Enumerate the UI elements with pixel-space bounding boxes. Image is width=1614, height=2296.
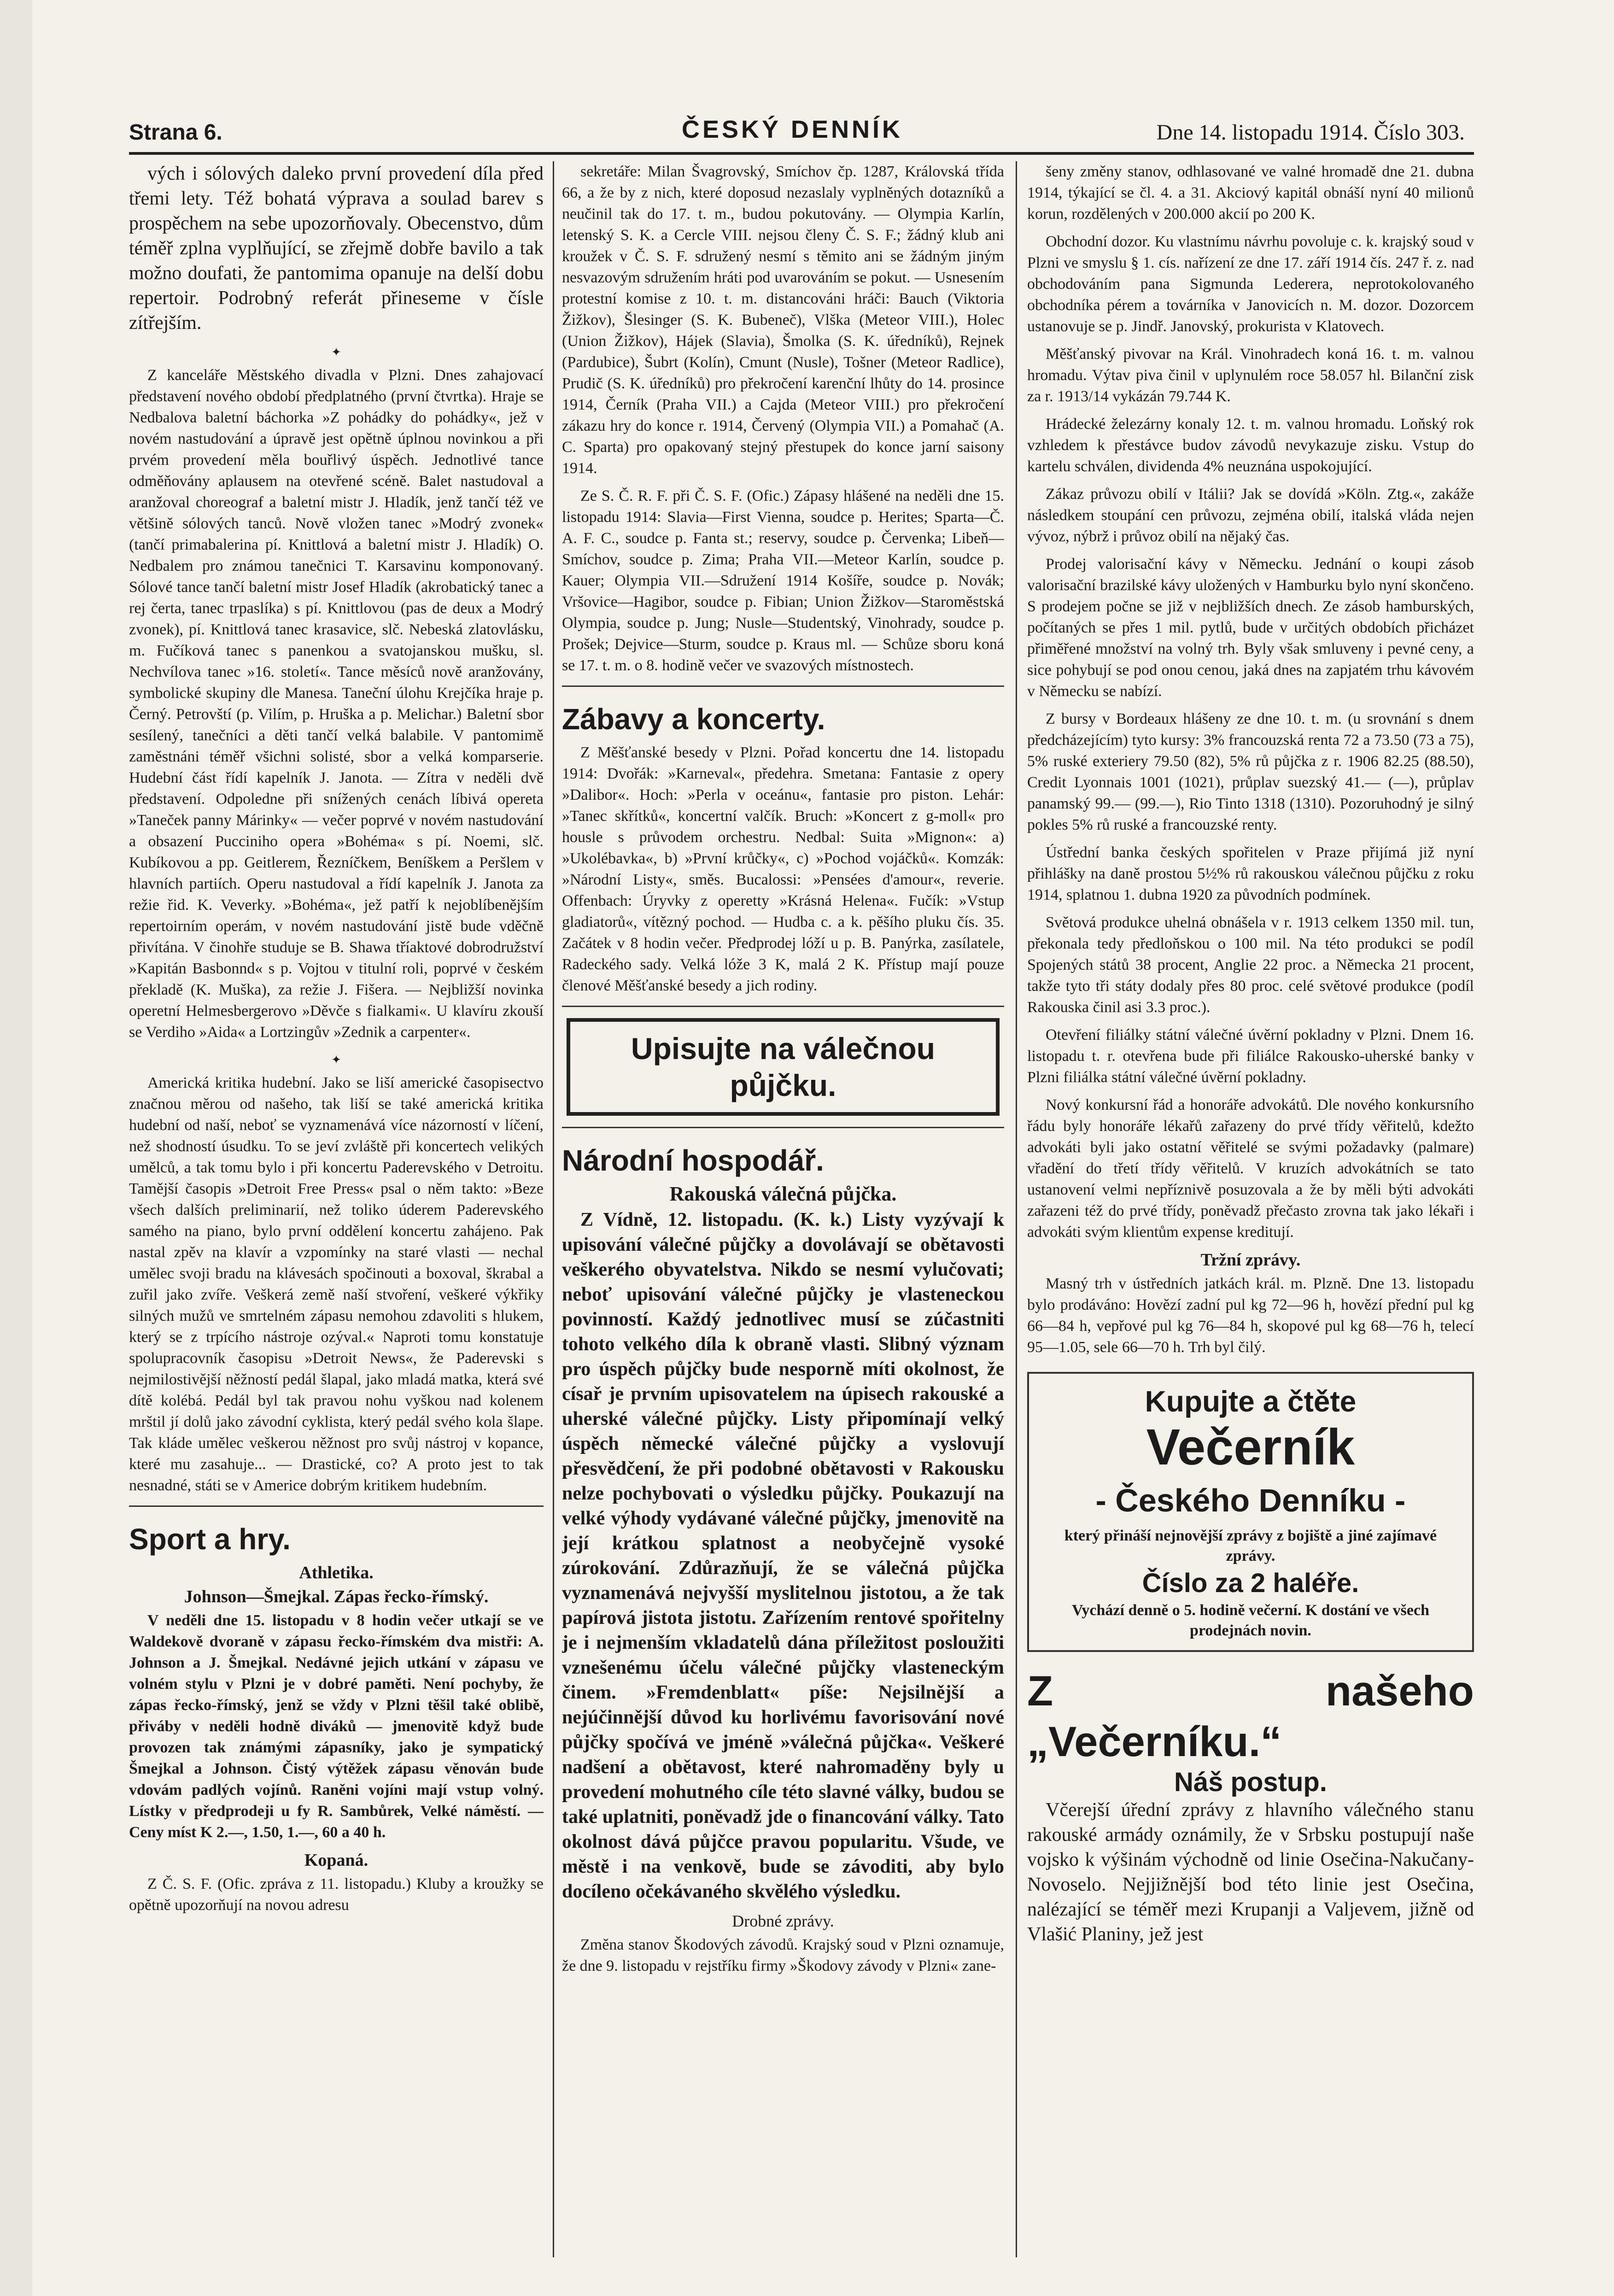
article-paragraph: Z kanceláře Městského divadla v Plzni. Dnes zahajovací představení nového období předplatného (první čtvrtka). Hraje se Nedbalova baletní báchorka »Z pohádky do pohádky«, jež v novém nastudování a úpravě jest opětně úplnou novinkou a při prvém provedení měla bouřlivý úspěch. Jednotlivé tance odměňovány aplausem na otevřené scéně. Balet nastudoval a aranžoval choreograf a baletní mistr J. Hladík, jenž tančí též ve většině sólových tanců. Nově vložen tanec »Modrý zvonek« (tančí primabalerina pí. Knittlová a baletní mistr J. Hladík) O. Nedbalem pro známou tanečnici T. Karsavinu komponovaný. Sólové tance tančí baletní mistr Josef Hladík (akrobatický tanec a rej čerta, tanec trpaslíka) s pí. Knittlovou (pas de deux a Modrý zvonek), pí. Knittlová tanec krasavice, slč. Nebeská zlatovlásku, m. Fučíková tanec s panenkou a svatojanskou mušku, sl. Nechvílova tanec »16. století«. Tance měsíců nově aranžovány, symbolické skupiny dle Manesa. Taneční úlohu Krejčíka hraje p. Černý. Petrovští (p. Vilím, p. Hruška a p. Melichar.) Baletní sbor sesílený, tanečníci a děti tančí velká balabile. V pantomimě zaměstnáni téměř všichni solisté, sbor a velká komparserie. Hudební část řídí kapelník J. Janota. — Zítra v neděli dvě představení. Odpoledne při snížených cenách líbivá opereta »Taneček panny Márinky« — večer poprvé v novém nastudování a obsazení Pucciniho opera »Bohéma« s pí. Noemi, slč. Kubíkovou a pp. Geitlerem, Řezníčkem, Beníškem a Peršlem v hlavních partiích. Operu nastudoval a řídí kapelník J. Janota za režie řid. K. Veverky. »Bohéma«, jež patří k nejoblíbenějším repertoirním operám, v novém nastudování jistě bude vděčně přivítána. V činohře studuje se B. Shawa tříaktové dobrodružství »Kapitán Basbonnd« s p. Vojtou v titulní roli, poprvé v českém překladě (K. Muška), za režie J. Fišera. — Nejbližší novinka operetní Helmesbergerovo »Děvče s fialkami«. U klavíru zkouší se Verdiho »Aida« a Lortzingův »Zednik a carpenter«. (129, 367, 544, 1041)
article-title: Náš postup. (1174, 1767, 1327, 1797)
section-title-narodni: Národní hospodář. (562, 1144, 824, 1177)
article-paragraph: vých i sólových daleko první provedení díla před třemi lety. Též bohatá výprava a soulad barev s prospěchem na sebe upozorňovaly. Obecenstvo, dům téměř zplna vyplňující, se zřejmě dobře bavilo a tak možno doufati, že pantomima opanuje na delší dobu repertoir. Podrobný referát přineseme v čísle zítřejším. (129, 163, 544, 334)
page-number: Strana 6. (129, 120, 222, 145)
ad-line: Kupujte a čtěte (1145, 1385, 1357, 1418)
article-paragraph: Měšťanský pivovar na Král. Vinohradech koná 16. t. m. valnou hromadu. Výtav piva činil v uplynulém roce 58.057 hl. Bilanční zisk za r. 1913/14 vykázán 79.744 K. (1027, 346, 1474, 405)
ad-line: který přináší nejnovější zprávy z bojiště a jiné zajímavé zprávy. (1064, 1527, 1437, 1564)
article-title: Rakouská válečná půjčka. (669, 1183, 897, 1205)
article-paragraph: Nový konkursní řád a honoráře advokátů. Dle nového konkursního řádu byly honoráře lékařů zařazeny do prvé třídy věřitelů, kdežto advokáti byli jako ostatní věřitelé se svými požadavky (palmare) vřadění do třetí třídy věřitelů. V kruzích advokátních se tato ustanovení velmi nepříznivě posuzovala a že by měli býti advokáti zařazeni též do prvé třídy, poněvadž přečasto zrovna tak jako lékaři i advokáti svým klientům expense kreditují. (1027, 1096, 1474, 1241)
newspaper-title: ČESKÝ DENNÍK (682, 116, 903, 143)
section-title-zabavy: Zábavy a koncerty. (562, 703, 825, 736)
article-paragraph: Světová produkce uhelná obnášela v r. 1913 celkem 1350 mil. tun, překonala tedy předloňskou o 100 mil. Na této produkci se podíl Spojených států 38 procent, Anglie 22 proc. a Německa 21 procent, takže tyto tři státy dodaly přes 80 proc. celé světové produkce (podíl Rakouska činil asi 3.3 proc.). (1027, 914, 1474, 1016)
page-header (129, 115, 1465, 152)
article-paragraph: Včerejší úřední zprávy z hlavního válečného stanu rakouské armády oznámily, že v Srbsku postupují naše vojsko k výšinám východně od linie Osečina-Nakučany-Novoselo. Nejjižnější bod této linie jest Osečina, nalézající se téměř mezi Krupanji a Valjevem, jižně od Vlašić Planiny, jež jest (1027, 1799, 1474, 1945)
column-divider (1016, 161, 1017, 2257)
header-rule (129, 152, 1474, 155)
article-paragraph: Hrádecké železárny konaly 12. t. m. valnou hromadu. Loňský rok vzhledem k přestávce budov závodů nevykazuje zisku. Vstup do kartelu schválen, dividenda 4% neuznána uspokojující. (1027, 416, 1474, 475)
article-paragraph: Americká kritika hudební. Jako se liší americké časopisectvo značnou měrou od našeho, tak liší se také americká kritika hudební od naší, neboť se vyznamenává více názorností v líčení, než shodností úsudku. To se jeví zvláště při koncertech velikých umělců, a tak tomu bylo i při koncertu Paderevského v Detroitu. Tamější časopis »Detroit Free Press« psal o něm takto: »Beze všech dalších preliminarií, než toliko úderem Paderevského samého na piano, bylo první oddělení koncertu zahájeno. Pak nastal zpěv na klavír a vzpomínky na staré vlasti — nechal umělec svoji bradu na klávesách spočinouti a boxoval, škrabal a zuřil jako zvíře. Veškerá země naší stvoření, veškeré výkřiky silných mužů ve smrtelném zápasu nemohou zdavoliti s hlukem, který se z trpícího nástroje ozýval.« Naproti tomu konstatuje spolupracovník časopisu »Detroit News«, že Paderevski s nejmilostivější něžností pedál šlapal, jako mladá matka, která své dítě kolébá. Pedál byl tak pravou nohu vyškou nad kolenem mrštil jí dolů jako závodní cyklista, který pedál svého kola šlape. Tak kláde umělec veškerou něžnost pro svůj nástroj v kopance, které mu zasahuje... — Drastické, co? A proto jest to tak nesnadné, státi se v Americe dobrým kritikem hudebním. (129, 1074, 544, 1494)
article-paragraph: Prodej valorisační kávy v Německu. Jednání o koupi zásob valorisační brazilské kávy uložených v Hamburku bylo nyní skončeno. S prodejem počne se již v nejbližších dnech. Ze zásob hamburských, počítaných se přes 1 mil. pytlů, bude v určitých obdobích přicházet přiměřené množství na volný trh. Byly však smluveny i pevné ceny, a sice pohybují se pod onou cenou, jaká dnes na zapjatém trhu kávovém v Německu se nabízí. (1027, 556, 1474, 700)
ad-line: - Českého Denníku - (1095, 1482, 1406, 1518)
vecernik-advertisement (1027, 1372, 1474, 1652)
ad-line: Vychází denně o 5. hodině večerní. K dostání ve všech prodejnách novin. (1071, 1602, 1430, 1639)
article-paragraph: Z Měšťanské besedy v Plzni. Pořad koncertu dne 14. listopadu 1914: Dvořák: »Karneval«, předehra. Smetana: Fantasie z opery »Dalibor«. Hoch: »Perla v oceánu«, fantasie pro piston. Lehár: »Tanec skřítků«, koncertní valčík. Bruch: »Koncert z g-moll« pro housle s průvodem orchestru. Nedbal: Suita »Mignon«: a) »Ukolébavka«, b) »První krůčky«, c) »Pochod vojáčků«. Komzák: »Národní Listy«, směs. Bucalossi: »Pensées d'amour«, reverie. Offenbach: Úryvky z operetty »Krásná Helena«. Fučík: »Vstup gladiatorů«, vítězný pochod. — Hudba c. a k. pěšího pluku čís. 35. Začátek v 8 hodin večer. Předprodej lóží u p. B. Panýrka, zasílatele, Radeckého sady. Velká lóže 3 K, malá 2 K. Přístup mají pouze členové Měšťanské besedy a jich rodiny. (562, 744, 1004, 994)
ad-line: Večerník (1146, 1419, 1355, 1476)
subsection-title: Tržní zprávy. (1200, 1250, 1301, 1270)
column-1 (129, 161, 544, 2257)
separator-star: ✦ (331, 346, 341, 359)
article-paragraph: Ústřední banka českých spořitelen v Praze přijímá již nyní přihlášky na daně prostou 5½% rů rakouskou válečnou půjčku z roku 1914, splatnou 1. dubna 1920 za původních podmínek. (1027, 844, 1474, 903)
article-paragraph: Z bursy v Bordeaux hlášeny ze dne 10. t. m. (u srovnání s dnem předcházejícím) tyto kursy: 3% francouzská renta 72 a 73.50 (73 a 75), 5% ruské exteriery 79.50 (82), 5% rů půjčka z r. 1906 82.25 (88.50), Credit Lyonnais 1001 (1021), průplav suezský 41.— (—), průplav panamský 99.— (99.—), Rio Tinto 1318 (1310). Pozoruhodný je silný pokles 5% rů ruské a francouzské renty. (1027, 710, 1474, 833)
section-rule (562, 1127, 1004, 1128)
section-rule (129, 1505, 544, 1507)
dateline: Dne 14. listopadu 1914. Číslo 303. (1156, 120, 1465, 145)
column-divider (553, 161, 554, 2257)
article-paragraph: Masný trh v ústředních jatkách král. m. Plzně. Dne 13. listopadu bylo prodáváno: Hovězí zadní pul kg 72—96 h, hovězí přední pul kg 66—84 h, vepřové pul kg 76—84 h, skopové pul kg 68—76 h, telecí 95—1.05, sele 66—70 h. Trh byl čilý. (1027, 1275, 1474, 1356)
subsection-title: Drobné zprávy. (732, 1912, 834, 1930)
article-paragraph: Zákaz průvozu obilí v Itálii? Jak se dovídá »Köln. Ztg.«, zakáže následkem stoupání cen průvozu, zejména obilí, italská vláda nejen vývoz, nýbrž i průvoz obilí na nějaký čas. (1027, 486, 1474, 545)
page-edge (0, 0, 32, 2296)
article-paragraph: Z Č. S. F. (Ofic. zpráva z 11. listopadu.) Kluby a kroužky se opětně upozorňují na novou adresu (129, 1875, 544, 1914)
article-title: Johnson—Šmejkal. Zápas řecko-římský. (184, 1587, 489, 1606)
subsection-title: Athletika. (299, 1563, 374, 1582)
article-paragraph: Obchodní dozor. Ku vlastnímu návrhu povoluje c. k. krajský soud v Plzni ve smyslu § 1. cís. nařízení ze dne 17. září 1914 čís. 247 ř. z. nad obchodováním pana Sigmunda Lederera, neprotokolovaného obchodníka pérem a továrníka v Janovicích n. M. dozor. Dozorcem ustanovuje se p. Jindř. Janovský, prokurista v Klatovech. (1027, 233, 1474, 335)
war-loan-box: Upisujte na válečnou půjčku. (567, 1018, 1000, 1116)
section-title-sport: Sport a hry. (129, 1523, 291, 1556)
article-paragraph: V neděli dne 15. listopadu v 8 hodin večer utkají se ve Waldekově dvoraně v zápasu řecko-římském dva mistři: A. Johnson a J. Šmejkal. Nedávné jejich utkání v zápasu ve volném stylu v Plzni je v dobré paměti. Není pochyby, že zápas řecko-římský, jenž se vždy v Plzni těšil také oblibě, přiváby v neděli hodně diváků — jmenovitě když bude provozen tak známými zápasníky, jako je sympatický Šmejkal a Johnson. Čistý výtěžek zápasu věnován bude vdovám padlých vojínů. Raněni vojíni mají vstup volný. Lístky v předprodeji u fy R. Sambůrek, Velké náměstí. — Ceny míst K 2.—, 1.50, 1.—, 60 a 40 h. (129, 1612, 544, 1841)
section-title-vecernik: Z našeho „Večerníku.“ (1027, 1668, 1474, 1765)
column-2 (562, 161, 1004, 2257)
section-rule (562, 1006, 1004, 1007)
ad-line: Číslo za 2 haléře. (1142, 1568, 1359, 1598)
article-paragraph: Otevření filiálky státní válečné úvěrní pokladny v Plzni. Dnem 16. listopadu t. r. otevřena bude při filiálce Rakousko-uherské banky v Plzni filiálka státní válečné úvěrní pokladny. (1027, 1026, 1474, 1086)
article-paragraph: Ze S. Č. R. F. při Č. S. F. (Ofic.) Zápasy hlášené na neděli dne 15. listopadu 1914: Slavia—First Vienna, soudce p. Herites; Sparta—Č. A. F. C., soudce p. Fanta st.; reservy, soudce p. Červenka; Libeň—Smíchov, soudce p. Zima; Praha VII.—Meteor Karlín, soudce p. Kauer; Olympia VII.—Sdružení 1914 Košíře, soudce p. Novák; Vršovice—Hagibor, soudce p. Fibian; Union Žižkov—Staroměstská Olympia, soudce p. Jung; Nusle—Studentský, Vinohrady, soudce p. Prošek; Dejvice—Sturm, soudce p. Kraus ml. — Schůze sboru koná se 17. t. m. o 8. hodině večer ve svazových místnostech. (562, 487, 1004, 674)
article-paragraph: sekretáře: Milan Švagrovský, Smíchov čp. 1287, Královská třída 66, a že by z nich, které doposud nezaslaly vyplněných dotazníků a neučinil tak do 17. t. m., budou pokutovány. — Olympia Karlín, letenský S. K. a Cercle VIII. nejsou členy Č. S. F.; žádný klub ani kroužek v Č. S. F. sdružený nesmí s těmito ani se žádným jiným nesvazovým sdružením hráti pod uvarováním se pokut. — Usnesením protestní komise z 10. t. m. distancováni hráči: Bauch (Viktoria Žižkov), Šlesinger (S. K. Bubeneč), Vlška (Meteor VIII.), Holec (Union Žižkov), Hájek (Slavia), Šmolka (S. K. úředníků), Rejnek (Pardubice), Šubrt (Kolín), Cmunt (Nusle), Tošner (Meteor Radlice), Prudič (S. K. úředníků) pro překročení karenční lhůty do 14. prosince 1914, Černík (Praha VII.) a Cajda (Meteor VIII.) pro překročení zákazu hry do konce r. 1914, Červený (Olympia VII.) a Pomahač (A. C. Sparta) pro opakovaný stejný přestupek do konce jarní saisony 1914. (562, 163, 1004, 477)
article-paragraph: šeny změny stanov, odhlasované ve valné hromadě dne 21. dubna 1914, týkající se čl. 4. a 31. Akciový kapitál obnáší nyní 40 milionů korun, rozdělených v 200.000 akcií po 200 K. (1027, 163, 1474, 223)
column-3 (1027, 161, 1474, 2257)
article-paragraph: Z Vídně, 12. listopadu. (K. k.) Listy vyzývají k upisování válečné půjčky a dovolávají se obětavosti veškerého obyvatelstva. Nikdo se nesmí vylučovati; neboť upisování válečné půjčky je vlasteneckou povinností. Každý jednotlivec musí se zúčastniti tohoto velkého díla k obraně vlasti. Slibný význam pro úspěch půjčky bude nesporně míti okolnost, že císař je prvním upisovatelem na úpisech rakouské a uherské válečné půjčky. Listy připomínají velký úspěch německé válečné půjčky a vyslovují přesvědčení, že při podobné obětavosti v Rakousku nelze pochybovati o výsledku půjčky. Poukazují na velké výhody vydávané válečné půjčky, jmenovitě na její krátkou splatnost a neobyčejně vysoké zúrokování. Zdůrazňují, že se válečná půjčka vyznamenává nejvyšší myslitelnou jistotou, a že tak papírová jistota jistotu. Zařízením rentové spořitelny je i nejmenším vkladatelů dána příležitost posloužiti vznešenému účelu válečné půjčky vlasteneckým činem. »Fremdenblatt« píše: Nejsilnější a nejúčinnější důvod ku horlivému favorisování nové půjčky spočívá ve jméně »válečná půjčka«. Veškeré nadšení a obětavost, které nahromaděny byly u provedení mohutného cíle této slavné války, budou se také uplatniti, poněvadž jde o financování války. Tato okolnost dává půjčce pravou popularitu. Všude, ve městě i na venkově, bude se závoditi, aby bylo docíleno očekávaného skvělého výsledku. (562, 1209, 1004, 1902)
article-paragraph: Změna stanov Škodových závodů. Krajský soud v Plzni oznamuje, že dne 9. listopadu v rejstříku firmy »Škodovy závody v Plzni« zane- (562, 1936, 1004, 1974)
section-rule (562, 685, 1004, 687)
subsection-title: Kopaná. (304, 1851, 368, 1870)
separator-star: ✦ (331, 1053, 341, 1066)
